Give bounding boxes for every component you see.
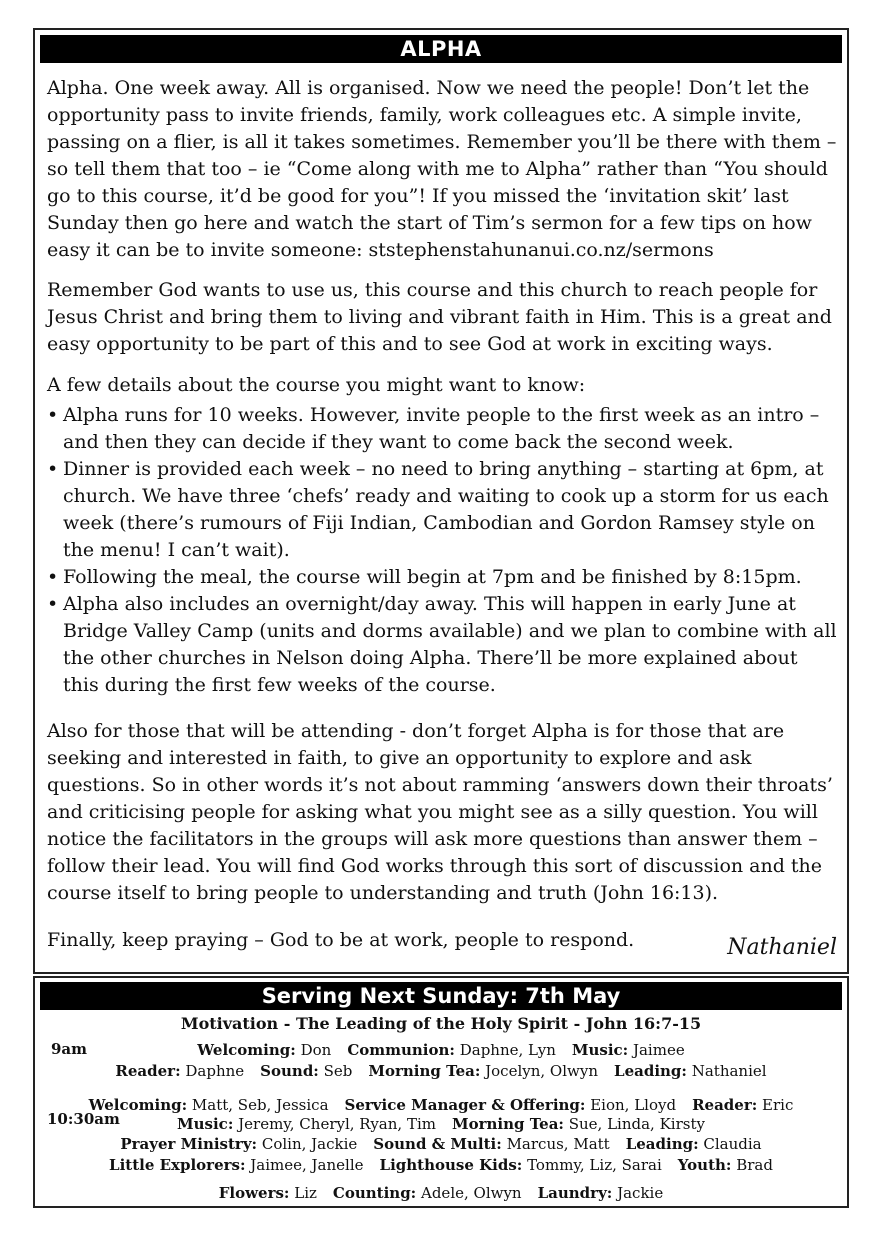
role-label: Youth: [677, 1156, 732, 1174]
role-label: Sound & Multi: [373, 1135, 502, 1153]
role-names: Jeremy, Cheryl, Ryan, Tim [233, 1115, 436, 1133]
time-1030am: 10:30am [47, 1110, 120, 1128]
list-item: • Alpha runs for 10 weeks. However, invite people to the first week as an intro – and then they can decide if they want to come back the second week. [47, 402, 839, 456]
role-label: Reader: [115, 1062, 181, 1080]
alpha-paragraph-purpose: Remember God wants to use us, this course and this church to reach people for Jesus Christ and bring them to living and vibrant faith in Him. This is a great and easy opportunity to be part of this and to see God at work in exciting ways. [47, 279, 832, 355]
role-label: Leading: [614, 1062, 687, 1080]
alpha-paragraph-invite: Alpha. One week away. All is organised. Now we need the people! Don’t let the opportunity pass to invite friends, family, work colleagues etc. A simple invite, passing on a flier, is all it takes sometimes. Remember you’ll be there with them – so tell them that too – ie “Come along with me to Alpha” rather than “You should go to this course, it’d be good for you”! If you missed the ‘invitation skit’ last Sunday then go here and watch the start of Tim’s sermon for a few tips on how easy it can be to invite someone: ststephenstahunanui.co.nz/sermons [47, 77, 837, 261]
roster-row [35, 1183, 847, 1203]
role-names: Brad [731, 1156, 773, 1174]
role-names: Tommy, Liz, Sarai [522, 1156, 662, 1174]
role-label: Little Explorers: [109, 1156, 246, 1174]
role-label: Morning Tea: [451, 1115, 564, 1133]
role-names: Liz [289, 1184, 317, 1202]
role-label: Prayer Ministry: [120, 1135, 258, 1153]
role-names: Eric [757, 1096, 794, 1114]
alpha-closing: Finally, keep praying – God to be at work, people to respond. [47, 929, 635, 951]
roster-row [35, 1095, 847, 1115]
role-label: Music: [571, 1041, 629, 1059]
role-label: Service Manager & Offering: [344, 1096, 586, 1114]
role-names: Daphne [180, 1062, 245, 1080]
role-names: Eion, Lloyd [585, 1096, 677, 1114]
alpha-list-intro: A few details about the course you might want to know: [47, 374, 586, 396]
list-item: • Following the meal, the course will begin at 7pm and be finished by 8:15pm. [47, 564, 839, 591]
roster-row [35, 1134, 847, 1154]
role-names: Matt, Seb, Jessica [187, 1096, 329, 1114]
role-label: Sound: [260, 1062, 319, 1080]
role-label: Music: [177, 1115, 234, 1133]
signature: Nathaniel [727, 935, 837, 960]
role-names: Colin, Jackie [257, 1135, 358, 1153]
role-label: Welcoming: [88, 1096, 188, 1114]
role-names: Daphne, Lyn [454, 1041, 556, 1059]
roster-row [35, 1155, 847, 1175]
role-names: Don [295, 1041, 332, 1059]
role-names: Jaimee, Janelle [245, 1156, 364, 1174]
list-item: • Alpha also includes an overnight/day away. This will happen in early June at Bridge Valley Camp (units and dorms available) and we plan to combine with all the other churches in Nelson doing Alpha. There’ll be more explained about this during the first few weeks of the course. [47, 591, 839, 699]
role-names: Adele, Olwyn [416, 1184, 522, 1202]
roster-row [35, 1061, 847, 1081]
role-names: Jackie [612, 1184, 664, 1202]
motivation-line: Motivation - The Leading of the Holy Spirit - John 16:7-15 [180, 1014, 702, 1033]
serving-section [33, 976, 849, 1208]
time-9am: 9am [51, 1040, 88, 1058]
serving-title: Serving Next Sunday: 7th May [40, 982, 842, 1010]
alpha-title: ALPHA [40, 35, 842, 63]
role-names: Jocelyn, Olwyn [480, 1062, 599, 1080]
role-label: Laundry: [537, 1184, 613, 1202]
role-label: Reader: [692, 1096, 758, 1114]
role-label: Counting: [332, 1184, 417, 1202]
role-names: Claudia [698, 1135, 762, 1153]
role-label: Morning Tea: [368, 1062, 481, 1080]
alpha-section [33, 28, 849, 974]
role-label: Communion: [347, 1041, 455, 1059]
list-item: • Dinner is provided each week – no need to bring anything – starting at 6pm, at church. We have three ‘chefs’ ready and waiting to cook up a storm for us each week (there’s rumours of Fiji Indian, Cambodian and Gordon Ramsey style on the menu! I can’t wait). [47, 456, 839, 564]
roster-row [35, 1114, 847, 1134]
role-names: Seb [318, 1062, 353, 1080]
role-names: Marcus, Matt [501, 1135, 610, 1153]
alpha-details-list [47, 402, 839, 699]
role-label: Lighthouse Kids: [379, 1156, 523, 1174]
roster-row [35, 1040, 847, 1060]
role-label: Leading: [625, 1135, 699, 1153]
role-names: Sue, Linda, Kirsty [563, 1115, 705, 1133]
role-names: Nathaniel [686, 1062, 767, 1080]
role-label: Flowers: [218, 1184, 290, 1202]
alpha-paragraph-attending: Also for those that will be attending - don’t forget Alpha is for those that are seeking and interested in faith, to give an opportunity to explore and ask questions. So in other words it’s not about ramming ‘answers down their throats’ and criticising people for asking what you might see as a silly question. You will notice the facilitators in the groups will ask more questions than answer them – follow their lead. You will find God works through this sort of discussion and the course itself to bring people to understanding and truth (John 16:13). [47, 720, 833, 904]
role-names: Jaimee [628, 1041, 685, 1059]
role-label: Welcoming: [197, 1041, 296, 1059]
